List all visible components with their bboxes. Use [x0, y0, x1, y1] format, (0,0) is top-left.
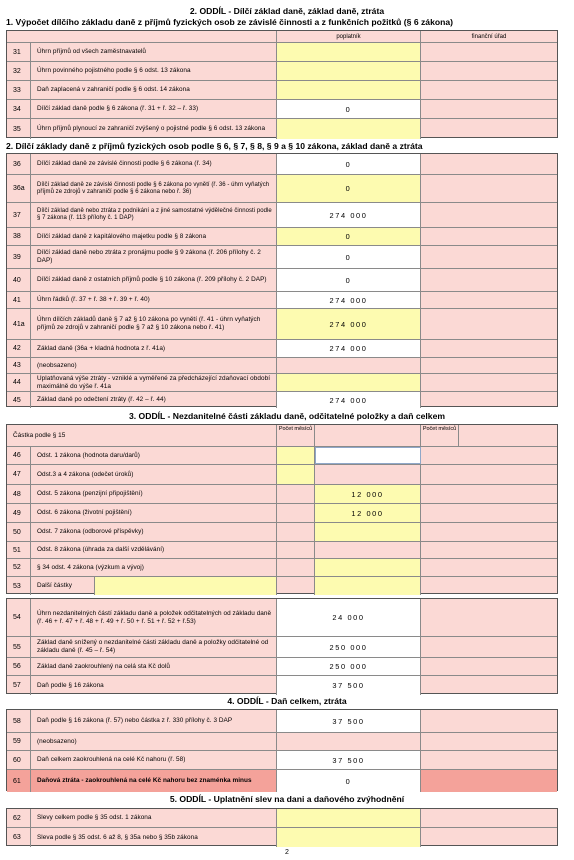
table-row — [7, 269, 557, 292]
row-number: 39 — [7, 246, 31, 268]
row-label: Dílčí základ daně podle § 6 zákona (ř. 31 + ř. 32 – ř. 33) — [31, 100, 277, 118]
row-number: 38 — [7, 228, 31, 245]
row-59-value — [277, 733, 421, 750]
row-45-value: 274 000 — [277, 392, 421, 408]
table-row — [7, 809, 557, 828]
row-number: 41a — [7, 309, 31, 339]
fu-cell — [421, 710, 557, 732]
row-number: 50 — [7, 523, 31, 541]
table-row — [7, 374, 557, 392]
table-row — [7, 542, 557, 559]
table-row — [7, 599, 557, 637]
section-2-title: 2. ODDÍL - Dílčí základ daně, základ daně, ztráta — [189, 6, 385, 16]
row-label: Základ daně po odečtení ztráty (ř. 42 – ř. 44) — [31, 392, 277, 408]
row-40-value: 0 — [277, 269, 421, 291]
row-62-value[interactable] — [277, 809, 421, 827]
table-row — [7, 676, 557, 695]
row-label: Základ daně (36a + kladná hodnota z ř. 41a) — [31, 340, 277, 357]
table-row — [7, 358, 557, 374]
section-2-subtitle-2: 2. Dílčí základy daně z příjmů fyzických osob podle § 6, § 7, § 8, § 9 a § 10 zákona, základ daně a ztráta — [6, 141, 423, 151]
row-label: § 34 odst. 4 zákona (výzkum a vývoj) — [31, 559, 277, 576]
row-48-months — [277, 485, 315, 503]
row-number: 40 — [7, 269, 31, 291]
row-36a-value[interactable]: 0 — [277, 175, 421, 202]
table-row — [7, 710, 557, 733]
section-5-title: 5. ODDÍL - Uplatnění slev na dani a daňového zvýhodnění — [169, 794, 405, 804]
row-number: 54 — [7, 599, 31, 636]
row-44-value[interactable] — [277, 374, 421, 391]
row-63-value[interactable] — [277, 828, 421, 847]
fu-cell — [421, 577, 557, 595]
table-sec2-part1 — [6, 30, 558, 138]
fu-cell — [421, 340, 557, 357]
row-46-months[interactable] — [277, 447, 315, 464]
row-number: 34 — [7, 100, 31, 118]
table-row — [7, 228, 557, 246]
row-48-value[interactable]: 12 000 — [315, 485, 421, 503]
row-label: Odst. 5 zákona (penzijní připojištění) — [31, 485, 277, 503]
row-41-value: 274 000 — [277, 292, 421, 308]
table-sec2-part2 — [6, 153, 558, 407]
row-34-value: 0 — [277, 100, 421, 118]
fu-cell — [421, 269, 557, 291]
fu-cell — [421, 504, 557, 522]
row-55-value: 250 000 — [277, 637, 421, 657]
fu-cell — [421, 447, 557, 464]
row-number: 48 — [7, 485, 31, 503]
row-number: 60 — [7, 751, 31, 769]
row-label: Úhrn příjmů plynoucí ze zahraničí zvýšený o pojistné podle § 6 odst. 13 zákona — [31, 119, 277, 139]
fu-cell — [421, 809, 557, 827]
row-32-value[interactable] — [277, 62, 421, 80]
row-42-value: 274 000 — [277, 340, 421, 357]
row-52-months — [277, 559, 315, 576]
row-number: 32 — [7, 62, 31, 80]
table-row — [7, 504, 557, 523]
row-54-value: 24 000 — [277, 599, 421, 636]
col-financni-urad: finanční úřad — [471, 33, 507, 40]
table-row — [7, 154, 557, 175]
table-row — [7, 43, 557, 62]
table-row — [7, 246, 557, 269]
row-label: Uplatňovaná výše ztráty - vzniklé a vyměřené za předcházející zdaňovací období maximálně do výše ř. 41a — [31, 374, 277, 391]
row-label: Základ daně snížený o nezdanitelné části základu daně a položky odčitatelné od základu daně (ř. 45 – ř. 54) — [31, 637, 277, 657]
fu-cell — [421, 523, 557, 541]
table-sec3-part2 — [6, 598, 558, 694]
table-sec4 — [6, 709, 558, 791]
row-53-description[interactable] — [95, 577, 277, 595]
row-47-value[interactable] — [315, 465, 421, 484]
table-row — [7, 559, 557, 577]
row-number: 36a — [7, 175, 31, 202]
row-number: 35 — [7, 119, 31, 139]
fu-cell — [421, 542, 557, 558]
table-row — [7, 658, 557, 676]
row-label: Daň celkem zaokrouhlená na celé Kč nahoru (ř. 58) — [31, 751, 277, 769]
fu-cell — [421, 392, 557, 408]
table-row — [7, 100, 557, 119]
table-row — [7, 485, 557, 504]
fu-cell — [421, 203, 557, 227]
row-label: Dílčí základ daně nebo ztráta z podnikání a z jiné samostatné výdělečné činnosti podle § 7 zákona (ř. 113 přílohy č. 1 DAP) — [31, 203, 277, 227]
table-row — [7, 523, 557, 542]
row-label: Odst. 8 zákona (úhrada za další vzdělávání) — [31, 542, 277, 558]
row-label: Slevy celkem podle § 35 odst. 1 zákona — [31, 809, 277, 827]
row-number: 41 — [7, 292, 31, 308]
row-number: 31 — [7, 43, 31, 61]
fu-cell — [421, 43, 557, 61]
row-number: 37 — [7, 203, 31, 227]
row-50-months — [277, 523, 315, 541]
row-label: Dílčí základ daně ze závislé činnosti podle § 6 zákona (ř. 34) — [31, 154, 277, 174]
row-36-value: 0 — [277, 154, 421, 174]
row-label: Sleva podle § 35 odst. 6 až 8, § 35a nebo § 35b zákona — [31, 828, 277, 847]
row-number: 56 — [7, 658, 31, 675]
row-number: 47 — [7, 465, 31, 484]
fu-cell — [421, 770, 557, 792]
row-number: 53 — [7, 577, 31, 595]
row-33-value[interactable] — [277, 81, 421, 99]
row-31-value[interactable] — [277, 43, 421, 61]
fu-cell — [421, 637, 557, 657]
row-label: (neobsazeno) — [31, 733, 277, 750]
row-number: 58 — [7, 710, 31, 732]
row-label: Úhrn dílčích základů daně § 7 až § 10 zákona po vynětí (ř. 41 - úhrn vyňatých příjmů ze zdrojů v zahraničí podle § 7 až § 10 zákona nebo ř. 41) — [31, 309, 277, 339]
row-label: Dílčí základ daně z ostatních příjmů podle § 10 zákona (ř. 209 přílohy č. 2 DAP) — [31, 269, 277, 291]
row-58-value: 37 500 — [277, 710, 421, 732]
fu-cell — [421, 62, 557, 80]
row-49-months — [277, 504, 315, 522]
row-label: Úhrn povinného pojistného podle § 6 odst. 13 zákona — [31, 62, 277, 80]
row-number: 42 — [7, 340, 31, 357]
row-49-value[interactable]: 12 000 — [315, 504, 421, 522]
row-61-value: 0 — [277, 770, 421, 792]
row-number: 63 — [7, 828, 31, 847]
fu-cell — [421, 733, 557, 750]
row-number: 36 — [7, 154, 31, 174]
row-number: 49 — [7, 504, 31, 522]
table-header-row — [7, 425, 557, 447]
row-56-value: 250 000 — [277, 658, 421, 675]
row-41a-value[interactable]: 274 000 — [277, 309, 421, 339]
table-row — [7, 465, 557, 485]
row-number: 44 — [7, 374, 31, 391]
fu-cell — [421, 100, 557, 118]
table-row — [7, 81, 557, 100]
row-number: 46 — [7, 447, 31, 464]
table-row — [7, 62, 557, 81]
row-label: Úhrn příjmů od všech zaměstnavatelů — [31, 43, 277, 61]
fu-cell — [421, 485, 557, 503]
section-3-title: 3. ODDÍL - Nezdanitelné části základu daně, odčitatelné položky a daň celkem — [129, 411, 445, 421]
fu-cell — [421, 119, 557, 139]
row-39-value: 0 — [277, 246, 421, 268]
table-row — [7, 828, 557, 847]
fu-cell — [421, 81, 557, 99]
row-label: Odst. 6 zákona (životní pojištění) — [31, 504, 277, 522]
table-row — [7, 733, 557, 751]
row-number: 59 — [7, 733, 31, 750]
row-number: 55 — [7, 637, 31, 657]
fu-cell — [421, 154, 557, 174]
row-51-months — [277, 542, 315, 558]
fu-cell — [421, 374, 557, 391]
row-50-value[interactable] — [315, 523, 421, 541]
row-number: 61 — [7, 770, 31, 792]
fu-cell — [421, 599, 557, 636]
row-label: Dílčí základ daně z kapitálového majetku podle § 8 zákona — [31, 228, 277, 245]
row-label: Úhrn řádků (ř. 37 + ř. 38 + ř. 39 + ř. 40) — [31, 292, 277, 308]
table-row — [7, 751, 557, 770]
table-row — [7, 309, 557, 340]
row-number: 62 — [7, 809, 31, 827]
table-row — [7, 119, 557, 139]
fu-cell — [421, 228, 557, 245]
fu-cell — [421, 559, 557, 576]
row-37-value: 274 000 — [277, 203, 421, 227]
fu-cell — [421, 309, 557, 339]
fu-cell — [421, 465, 557, 484]
row-46-value[interactable] — [315, 447, 421, 464]
table-sec5 — [6, 808, 558, 846]
section-2-subtitle-1: 1. Výpočet dílčího základu daně z příjmů fyzických osob ze závislé činnosti a z funkčních požitků (§ 6 zákona) — [6, 17, 453, 27]
col-poplatnik: poplatník — [277, 31, 421, 42]
row-number: 43 — [7, 358, 31, 373]
row-53-months — [277, 577, 315, 595]
table-row — [7, 203, 557, 228]
row-51-value[interactable] — [315, 542, 421, 558]
section-4-title: 4. ODDÍL - Daň celkem, ztráta — [227, 696, 347, 706]
table-row — [7, 340, 557, 358]
row-label: Odst. 1 zákona (hodnota daru/darů) — [31, 447, 277, 464]
table-row — [7, 447, 557, 465]
row-label: Úhrn nezdanitelných částí základu daně a položek odčitatelných od základu daně (ř. 46 + ř. 47 + ř. 48 + ř. 49 + ř. 50 + ř. 51 + ř. 52 + ř.53) — [31, 599, 277, 636]
head-label: Částka podle § 15 — [7, 425, 277, 446]
row-number: 52 — [7, 559, 31, 576]
row-label: Odst.3 a 4 zákona (odečet úroků) — [31, 465, 277, 484]
row-number: 45 — [7, 392, 31, 408]
row-35-value[interactable] — [277, 119, 421, 139]
row-label: (neobsazeno) — [31, 358, 277, 373]
row-label: Daň podle § 16 zákona — [31, 676, 277, 695]
fu-cell — [421, 358, 557, 373]
fu-cell — [421, 676, 557, 695]
row-53-value[interactable] — [315, 577, 421, 595]
row-43-value — [277, 358, 421, 373]
row-60-value: 37 500 — [277, 751, 421, 769]
row-number: 33 — [7, 81, 31, 99]
row-47-months[interactable] — [277, 465, 315, 484]
row-57-value: 37 500 — [277, 676, 421, 695]
table-sec3-part1 — [6, 424, 558, 594]
row-label: Další částky — [31, 577, 95, 595]
page-number: 2 — [285, 849, 289, 856]
table-row-highlight — [7, 770, 557, 792]
row-label: Daň podle § 16 zákona (ř. 57) nebo částka z ř. 330 přílohy č. 3 DAP — [31, 710, 277, 732]
table-header-row — [7, 31, 557, 43]
pocet-mesicu-header: Počet měsíců — [277, 425, 315, 446]
row-52-value[interactable] — [315, 559, 421, 576]
row-label: Odst. 7 zákona (odborové příspěvky) — [31, 523, 277, 541]
pocet-mesicu-header-fu: Počet měsíců — [421, 425, 459, 446]
table-row — [7, 637, 557, 658]
row-label: Dílčí základ daně nebo ztráta z pronájmu podle § 9 zákona (ř. 206 přílohy č. 2 DAP) — [31, 246, 277, 268]
fu-cell — [421, 175, 557, 202]
fu-cell — [421, 751, 557, 769]
table-row — [7, 292, 557, 309]
row-38-value[interactable]: 0 — [277, 228, 421, 245]
row-label: Základ daně zaokrouhlený na celá sta Kč dolů — [31, 658, 277, 675]
row-number: 51 — [7, 542, 31, 558]
fu-cell — [421, 658, 557, 675]
fu-cell — [421, 828, 557, 847]
table-row — [7, 175, 557, 203]
row-label: Daň zaplacená v zahraničí podle § 6 odst. 14 zákona — [31, 81, 277, 99]
table-row — [7, 577, 557, 595]
fu-cell — [421, 292, 557, 308]
row-label: Daňová ztráta - zaokrouhlená na celé Kč nahoru bez znaménka minus — [31, 770, 277, 792]
fu-cell — [421, 246, 557, 268]
row-number: 57 — [7, 676, 31, 695]
row-label: Dílčí základ daně ze závislé činnosti podle § 6 zákona po vynětí (ř. 36 - úhrn vyňatých příjmů ze zdrojů v zahraničí podle § 6 zákona nebo ř. 36) — [31, 175, 277, 202]
table-row — [7, 392, 557, 408]
